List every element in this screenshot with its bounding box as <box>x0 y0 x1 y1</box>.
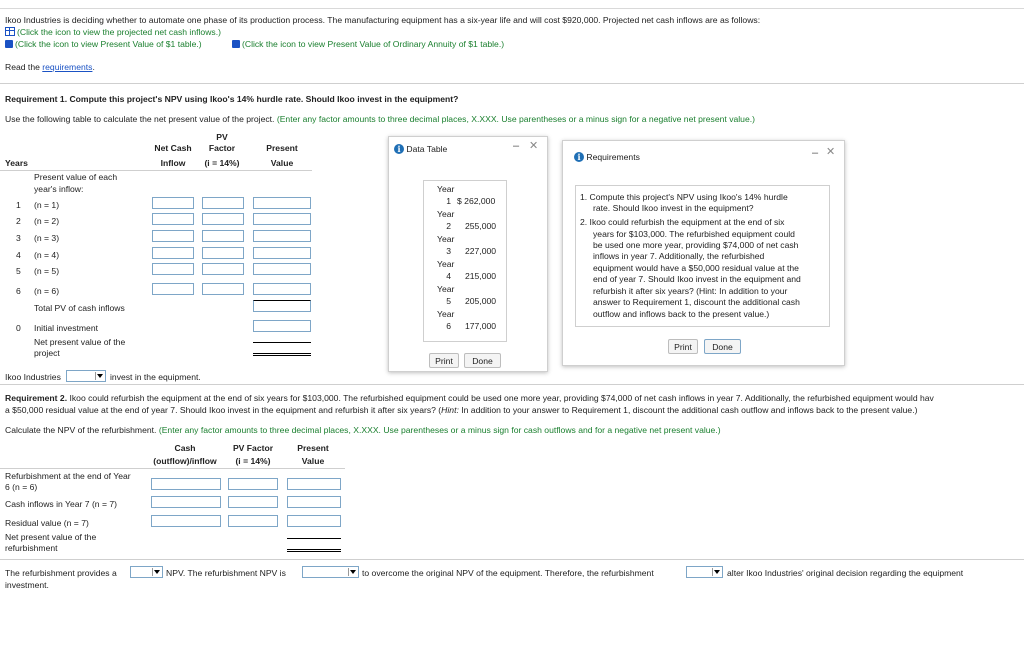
present-value-input-1[interactable] <box>253 197 311 209</box>
requirement-2-line: refurbish it after six years? (Hint: In addition to your <box>593 286 788 296</box>
npv-label: Net present value of the <box>34 337 126 347</box>
dropdown-arrow-icon[interactable] <box>152 568 161 576</box>
row-year: 1 <box>16 200 21 210</box>
pv-factor-input-6[interactable] <box>202 283 244 295</box>
pv-each-label: Present value of each <box>34 172 118 182</box>
annuity-table-link[interactable]: (Click the icon to view Present Value of Ordinary Annuity of $1 table.) <box>232 39 504 49</box>
residual-value-label: Residual value (n = 7) <box>5 518 89 528</box>
header-years: Years <box>5 158 28 168</box>
data-table-panel <box>388 136 548 372</box>
requirement-2-line: end of year 7. Should Ikoo invest in the equipment and <box>593 274 801 284</box>
npv-sufficiency-select[interactable] <box>302 566 359 578</box>
minimize-icon[interactable]: – <box>812 147 819 159</box>
row-label: (n = 6) <box>34 286 60 296</box>
header-present: Present <box>297 443 329 453</box>
requirements-header: i Requirements <box>574 152 640 162</box>
pv-factor-input-4[interactable] <box>202 247 244 259</box>
cash-inflow-amount: 177,000 <box>465 321 497 331</box>
close-icon[interactable]: ✕ <box>826 146 836 158</box>
invest-decision-select[interactable] <box>66 370 106 382</box>
req1-title: Requirement 1. Compute this project's NPV using Ikoo's 14% hurdle rate. Should Ikoo invest in the equipment? <box>5 94 459 104</box>
divider <box>0 559 1024 560</box>
conclusion-text-5: investment. <box>5 580 49 590</box>
conclusion-text-2: NPV. The refurbishment NPV is <box>166 568 286 578</box>
done-button[interactable]: Done <box>704 339 741 354</box>
year-number: 3 <box>446 246 451 256</box>
requirement-2-line: years for $103,000. The refurbished equipment could <box>593 229 795 239</box>
net-cash-input-1[interactable] <box>152 197 194 209</box>
row-label: (n = 5) <box>34 266 60 276</box>
year-header: Year <box>437 209 455 219</box>
header-present: Present <box>266 143 298 153</box>
row-label: (n = 3) <box>34 233 60 243</box>
header-outflow-inflow: (outflow)/inflow <box>153 456 217 466</box>
divider <box>0 384 1024 385</box>
refurb-pv-input[interactable] <box>228 478 278 490</box>
ikoo-label: Ikoo Industries <box>5 372 61 382</box>
residual-cash-input[interactable] <box>151 515 221 527</box>
header-factor: Factor <box>208 143 236 153</box>
req1-instructions: Use the following table to calculate the net present value of the project. (Enter any factor amounts to three decimal places, X.XXX. Use parentheses or a minus sign for a negative net present value.) <box>5 114 755 124</box>
requirement-2-line: inflows in year 7. Additionally, the refurbished <box>593 251 765 261</box>
info-icon: i <box>574 152 584 162</box>
requirement-2-line: equipment would have a $50,000 residual value at the <box>593 263 799 273</box>
header-cash: Cash <box>174 443 196 453</box>
present-value-input-5[interactable] <box>253 263 311 275</box>
row-year: 3 <box>16 233 21 243</box>
pv-factor-input-2[interactable] <box>202 213 244 225</box>
header-rate: (i = 14%) <box>235 456 271 466</box>
print-button[interactable]: Print <box>429 353 459 368</box>
req2-instructions: Calculate the NPV of the refurbishment. (Enter any factor amounts to three decimal places, X.XXX. Use parentheses or a minus sign for cash outflows and for a negative net present value.) <box>5 425 721 435</box>
net-cash-input-6[interactable] <box>152 283 194 295</box>
problem-intro: Ikoo Industries is deciding whether to automate one phase of its production process. The manufacturing equipment has a six-year life and will cost $920,000. Projected net cash inflows are as follows: <box>5 15 761 25</box>
print-button[interactable]: Print <box>668 339 698 354</box>
requirement-2-line: 2. Ikoo could refurbish the equipment at the end of six <box>580 217 785 227</box>
present-value-input-2[interactable] <box>253 213 311 225</box>
req2-title: Requirement 2. Ikoo could refurbish the equipment at the end of six years for $103,000. The refurbished equipment could be used one more year, providing $74,000 of net cash inflows in year 7. Additionally, the refurbished equipment would hav <box>5 393 934 403</box>
row-label: (n = 1) <box>34 200 60 210</box>
conclusion-text-3: to overcome the original NPV of the equipment. Therefore, the refurbishment <box>362 568 654 578</box>
residual-present-input[interactable] <box>287 515 341 527</box>
row-year: 5 <box>16 266 21 276</box>
cash-inflows-link[interactable]: (Click the icon to view the projected net cash inflows.) <box>5 27 221 37</box>
cash-inflow-amount: 227,000 <box>465 246 497 256</box>
initial-investment-input[interactable] <box>253 320 311 332</box>
divider <box>0 83 1024 84</box>
npv-sign-select[interactable] <box>130 566 163 578</box>
table-icon[interactable] <box>5 27 15 36</box>
initial-year: 0 <box>16 323 21 333</box>
refurb-present-input[interactable] <box>287 478 341 490</box>
header-pv: PV <box>216 132 228 142</box>
residual-pv-input[interactable] <box>228 515 278 527</box>
requirement-2-line: be used one more year, providing $74,000 of net cash <box>593 240 799 250</box>
year-number: 4 <box>446 271 451 281</box>
conclusion-text-4: alter Ikoo Industries' original decision regarding the equipment <box>727 568 964 578</box>
header-rule <box>0 170 312 171</box>
header-inflow: Inflow <box>160 158 186 168</box>
row-year: 4 <box>16 250 21 260</box>
data-table-header: i Data Table <box>394 144 447 154</box>
year-header: Year <box>437 259 455 269</box>
req2-title-line2: a $50,000 residual value at the end of year 7. Should Ikoo invest in the equipment and refurbish it after six years? (Hint: In addition to your answer to Requirement 1, discount the additional cash outflow and inflows back to the present value.) <box>5 405 918 415</box>
cash-inflow-year7-label: Cash inflows in Year 7 (n = 7) <box>5 499 118 509</box>
refurbishment-label: Refurbishment at the end of Year <box>5 471 131 481</box>
total-pv-label: Total PV of cash inflows <box>34 303 125 313</box>
present-value-input-3[interactable] <box>253 230 311 242</box>
dropdown-arrow-icon[interactable] <box>95 372 104 380</box>
year-number: 5 <box>446 296 451 306</box>
inflow-pv-input[interactable] <box>228 496 278 508</box>
cash-inflow-amount: 205,000 <box>465 296 497 306</box>
year-number: 6 <box>446 321 451 331</box>
npv-refurb-label: Net present value of the <box>5 532 97 542</box>
invest-suffix: invest in the equipment. <box>110 372 201 382</box>
present-value-input-4[interactable] <box>253 247 311 259</box>
year-header: Year <box>437 284 455 294</box>
npv-label-2: project <box>34 348 60 358</box>
requirement-1-line: rate. Should Ikoo invest in the equipment? <box>593 203 754 213</box>
pv-factor-input-3[interactable] <box>202 230 244 242</box>
initial-investment-label: Initial investment <box>34 323 99 333</box>
cash-inflow-amount: $ 262,000 <box>457 196 496 206</box>
year-number: 1 <box>446 196 451 206</box>
inflow-present-input[interactable] <box>287 496 341 508</box>
book-icon[interactable] <box>5 40 13 48</box>
year-header: Year <box>437 309 455 319</box>
cash-inflow-amount: 255,000 <box>465 221 497 231</box>
info-icon: i <box>394 144 404 154</box>
requirements-link[interactable]: requirements <box>42 62 93 72</box>
row-label: (n = 4) <box>34 250 60 260</box>
header-value: Value <box>270 158 294 168</box>
net-cash-input-3[interactable] <box>152 230 194 242</box>
top-divider <box>0 8 1024 9</box>
requirement-2-line: answer to Requirement 1, discount the additional cash <box>593 297 800 307</box>
read-requirements: Read the requirements. <box>5 62 95 72</box>
close-icon[interactable]: ✕ <box>529 140 539 152</box>
decision-change-select[interactable] <box>686 566 723 578</box>
requirement-2-line: outflow and inflows back to the present value.) <box>593 309 770 319</box>
inflow-cash-input[interactable] <box>151 496 221 508</box>
npv-total-input[interactable] <box>253 342 311 356</box>
npv-refurb-total-input[interactable] <box>287 538 341 552</box>
minimize-icon[interactable]: – <box>513 140 520 152</box>
pv-each-label-2: year's inflow: <box>34 184 84 194</box>
header-rule <box>0 468 345 469</box>
header-net-cash: Net Cash <box>154 143 192 153</box>
present-value-input-6[interactable] <box>253 283 311 295</box>
year-header: Year <box>437 234 455 244</box>
net-cash-input-5[interactable] <box>152 263 194 275</box>
conclusion-text-1: The refurbishment provides a <box>5 568 117 578</box>
header-value: Value <box>301 456 325 466</box>
header-pv-factor: PV Factor <box>232 443 274 453</box>
row-year: 6 <box>16 286 21 296</box>
net-cash-input-2[interactable] <box>152 213 194 225</box>
net-cash-input-4[interactable] <box>152 247 194 259</box>
row-label: (n = 2) <box>34 216 60 226</box>
npv-refurb-label-2: refurbishment <box>5 543 58 553</box>
pv-table-link[interactable]: (Click the icon to view Present Value of $1 table.) <box>5 39 202 49</box>
refurb-cash-input[interactable] <box>151 478 221 490</box>
row-year: 2 <box>16 216 21 226</box>
cash-inflow-amount: 215,000 <box>465 271 497 281</box>
total-pv-input[interactable] <box>253 300 311 312</box>
year-number: 2 <box>446 221 451 231</box>
dropdown-arrow-icon[interactable] <box>712 568 721 576</box>
requirement-1-line: 1. Compute this project's NPV using Ikoo's 14% hurdle <box>580 192 788 202</box>
refurbishment-label-2: 6 (n = 6) <box>5 482 38 492</box>
requirements-panel <box>562 140 845 366</box>
header-rate: (i = 14%) <box>204 158 240 168</box>
year-header: Year <box>437 184 455 194</box>
pv-factor-input-5[interactable] <box>202 263 244 275</box>
done-button[interactable]: Done <box>464 353 501 368</box>
dropdown-arrow-icon[interactable] <box>348 568 357 576</box>
book-icon[interactable] <box>232 40 240 48</box>
pv-factor-input-1[interactable] <box>202 197 244 209</box>
